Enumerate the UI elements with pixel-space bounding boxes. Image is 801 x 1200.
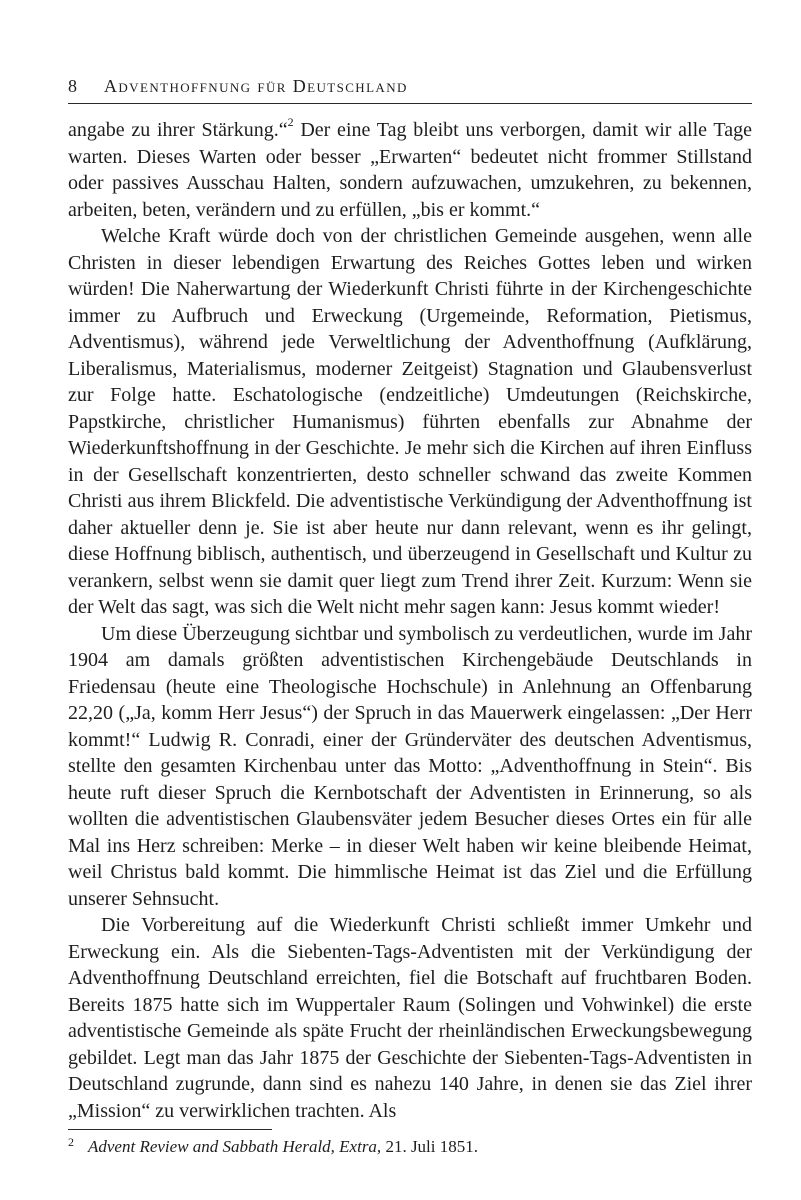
running-header bbox=[68, 74, 752, 98]
footnote-date: 21. Juli 1851. bbox=[381, 1137, 478, 1156]
paragraph-1: angabe zu ihrer Stärkung.“$^2$ Der eine Tag bleibt uns verborgen, damit wir alle Tage warten. Dieses Warten oder besser „Erwarten“ bedeutet nicht frommer Stillstand oder passives Ausschau Halten, sondern aufzuwachen, umzukehren, zu bekennen, arbeiten, beten, verändern und zu erfüllen, „bis er kommt.“ bbox=[68, 115, 752, 221]
footnote-rule bbox=[68, 1129, 272, 1130]
footnote bbox=[68, 1136, 752, 1159]
footnote-source-title: Advent Review and Sabbath Herald, Extra, bbox=[88, 1137, 382, 1156]
paragraph-2: Welche Kraft würde doch von der christlichen Gemeinde ausgehen, wenn alle Christen in dieser lebendigen Erwartung des Reiches Gottes leben und wirken würden! Die Naherwartung der Wiederkunft Christi führte in der Kirchengeschichte immer zu Aufbruch und Erweckung (Urgemeinde, Reformation, Pietismus, Adventismus), während jede Verweltlichung der Adventhoffnung (Aufklärung, Liberalismus, Materialismus, moderner Zeitgeist) Stagnation und Glaubensverlust zur Folge hatte. Eschatologische (endzeitliche) Umdeutungen (Reichskirche, Papstkirche, christlicher Humanismus) führten ebenfalls zur Abnahme der Wiederkunftshoffnung in der Geschichte. Je mehr sich die Kirchen auf ihren Einfluss in der Gesellschaft konzentrierten, desto schneller schwand das zweite Kommen Christi aus ihrem Blickfeld. Die adventistische Verkündigung der Adventhoffnung ist daher aktueller denn je. Sie ist aber heute nur dann relevant, wenn es ihr gelingt, diese Hoffnung biblisch, authentisch, und überzeugend in Gesellschaft und Kultur zu verankern, selbst wenn sie damit quer liegt zum Trend ihrer Zeit. Kurzum: Wenn sie der Welt das sagt, was sich die Welt nicht mehr sagen kann: Jesus kommt wieder! bbox=[68, 225, 752, 618]
page-number: 8 bbox=[68, 76, 77, 96]
footnote-number: 2 bbox=[68, 1135, 74, 1149]
footnote-reference[interactable]: 2 bbox=[287, 115, 294, 130]
header-rule bbox=[68, 103, 752, 104]
paragraph-3: Um diese Überzeugung sichtbar und symbolisch zu verdeutlichen, wurde im Jahr 1904 am damals größten adventistischen Kirchengebäude Deutschlands in Friedensau (heute eine Theologische Hochschule) in Anlehnung an Offenbarung 22,20 („Ja, komm Herr Jesus“) der Spruch in das Mauerwerk eingelassen: „Der Herr kommt!“ Ludwig R. Conradi, einer der Gründerväter des deutschen Adventismus, stellte den gesamten Kirchenbau unter das Motto: „Adventhoffnung in Stein“. Bis heute ruft dieser Spruch die Kernbotschaft der Adventisten in Erinnerung, so als wollten die adventistischen Glaubensväter jedem Besucher dieses Ortes ein für alle Mal ins Herz schreiben: Merke – in dieser Welt haben wir keine bleibende Heimat, weil Christus bald kommt. Die himmlische Heimat ist das Ziel und die Erfüllung unserer Sehnsucht. bbox=[68, 622, 752, 910]
running-title: Adventhoffnung für Deutschland bbox=[104, 76, 408, 96]
paragraph-4: Die Vorbereitung auf die Wiederkunft Christi schließt immer Umkehr und Erweckung ein. Als die Siebenten-Tags-Adventisten mit der Verkündigung der Adventhoffnung Deutschland erreichten, fiel die Botschaft auf fruchtbaren Boden. Bereits 1875 hatte sich im Wuppertaler Raum (Solingen und Vohwinkel) die erste adventistische Gemeinde als späte Frucht der rheinländischen Erweckungsbewegung gebildet. Legt man das Jahr 1875 der Geschichte der Siebenten-Tags-Adventisten in Deutschland zugrunde, dann sind es nahezu 140 Jahre, in denen sie das Ziel ihrer „Mission“ zu verwirklichen trachten. Als bbox=[68, 914, 752, 1122]
body-text bbox=[68, 117, 752, 1124]
